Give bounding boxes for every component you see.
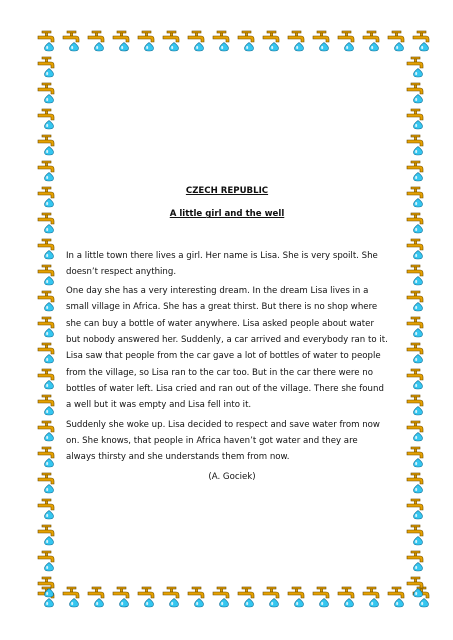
faucet-icon [136, 586, 156, 608]
faucet-icon [186, 586, 206, 608]
faucet-icon [361, 586, 381, 608]
faucet-icon [386, 30, 406, 52]
faucet-icon [36, 290, 56, 312]
faucet-icon [405, 290, 425, 312]
faucet-icon [161, 30, 181, 52]
faucet-icon [336, 586, 356, 608]
faucet-icon [405, 394, 425, 416]
faucet-icon [405, 160, 425, 182]
faucet-icon [36, 550, 56, 572]
faucet-icon [405, 472, 425, 494]
faucet-icon [61, 586, 81, 608]
faucet-icon [161, 586, 181, 608]
faucet-icon [236, 30, 256, 52]
faucet-icon [405, 576, 425, 598]
country-heading: CZECH REPUBLIC [185, 186, 269, 196]
faucet-icon [361, 30, 381, 52]
faucet-icon [236, 586, 256, 608]
faucet-icon [111, 586, 131, 608]
story-paragraph-3: Suddenly she woke up. Lisa decided to respect and save water from now on. She knows, that people in Africa haven’t got water and they are always thirsty and she understands them from now. [66, 419, 380, 463]
faucet-icon [405, 108, 425, 130]
faucet-icon [405, 446, 425, 468]
faucet-icon [311, 586, 331, 608]
author-credit: (A. Gociek) [208, 472, 256, 483]
faucet-icon [36, 524, 56, 546]
faucet-icon [286, 586, 306, 608]
faucet-icon [36, 212, 56, 234]
faucet-icon [405, 264, 425, 286]
faucet-icon [405, 498, 425, 520]
faucet-icon [36, 472, 56, 494]
faucet-icon [36, 368, 56, 390]
faucet-icon [36, 108, 56, 130]
faucet-icon [61, 30, 81, 52]
faucet-icon [211, 586, 231, 608]
faucet-icon [36, 316, 56, 338]
faucet-icon [36, 342, 56, 364]
faucet-icon [386, 586, 406, 608]
faucet-icon [211, 30, 231, 52]
faucet-icon [405, 82, 425, 104]
story-title: A little girl and the well [169, 209, 285, 220]
faucet-icon [86, 30, 106, 52]
faucet-icon [405, 420, 425, 442]
faucet-icon [36, 576, 56, 598]
faucet-icon [36, 30, 56, 52]
faucet-icon [405, 550, 425, 572]
faucet-icon [36, 420, 56, 442]
faucet-icon [405, 316, 425, 338]
faucet-icon [36, 498, 56, 520]
faucet-icon [405, 186, 425, 208]
faucet-icon [405, 368, 425, 390]
faucet-icon [336, 30, 356, 52]
faucet-icon [36, 394, 56, 416]
faucet-icon [36, 446, 56, 468]
faucet-icon [186, 30, 206, 52]
faucet-icon [261, 586, 281, 608]
faucet-icon [36, 160, 56, 182]
faucet-icon [36, 134, 56, 156]
faucet-icon [405, 524, 425, 546]
faucet-icon [405, 134, 425, 156]
faucet-icon [405, 238, 425, 260]
faucet-icon [111, 30, 131, 52]
faucet-icon [411, 30, 431, 52]
faucet-icon [261, 30, 281, 52]
faucet-icon [286, 30, 306, 52]
faucet-icon [36, 186, 56, 208]
story-paragraph-1: In a little town there lives a girl. Her name is Lisa. She is very spoilt. She doesn’t respect anything. [66, 250, 378, 277]
faucet-icon [36, 56, 56, 78]
faucet-icon [136, 30, 156, 52]
faucet-icon [405, 212, 425, 234]
story-content [66, 183, 388, 486]
faucet-icon [311, 30, 331, 52]
faucet-icon [86, 586, 106, 608]
faucet-icon [405, 56, 425, 78]
faucet-icon [36, 82, 56, 104]
story-paragraph-2: One day she has a very interesting dream. In the dream Lisa lives in a small village in Africa. She has a great thirst. But there is no shop where she can buy a bottle of water anywhere. Lisa asked people about water but nobody answered her. Suddenly, a car arrived and everybody ran to it. Lisa saw that people from the car gave a lot of bottles of water to people from the village, so Lisa ran to the car too. But in the car there were no bottles of water left. Lisa cried and ran out of the village. There she found a well but it was empty and Lisa fell into it. [66, 286, 388, 411]
faucet-icon [405, 342, 425, 364]
faucet-icon [36, 238, 56, 260]
faucet-icon [36, 264, 56, 286]
